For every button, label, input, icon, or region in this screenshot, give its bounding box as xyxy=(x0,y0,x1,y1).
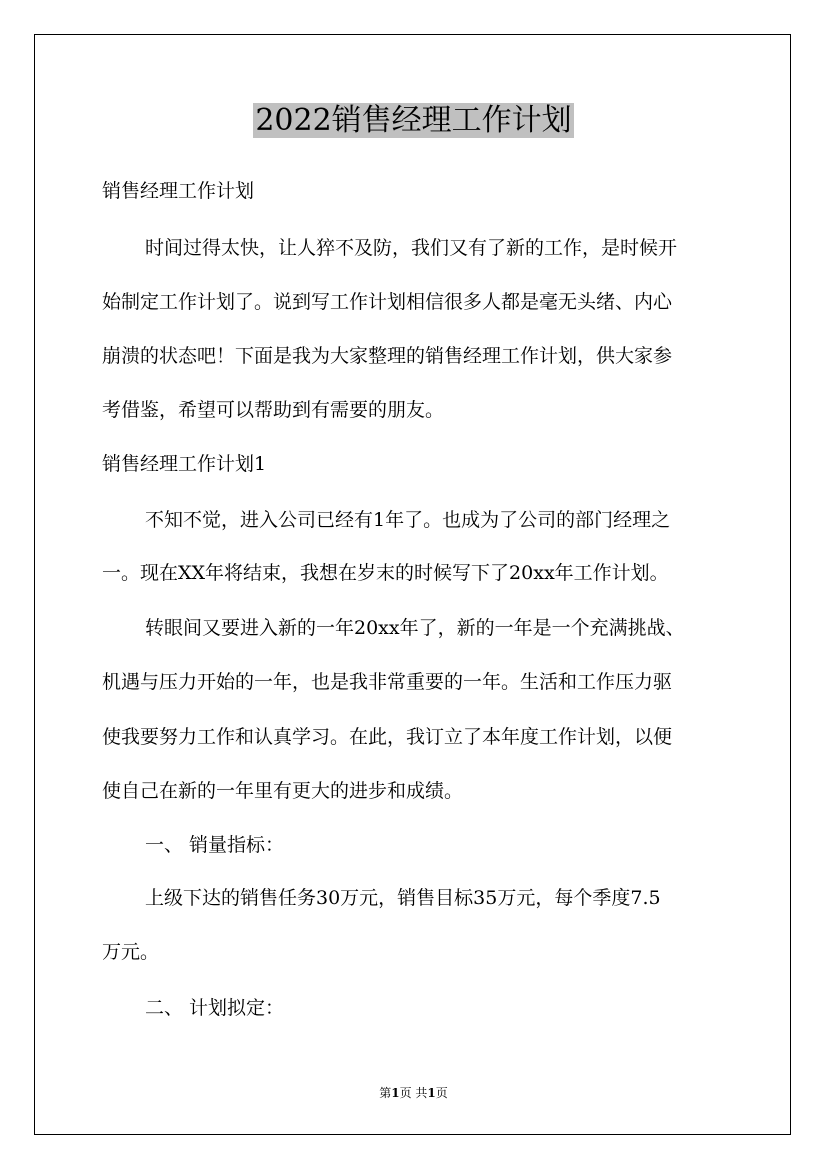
document-title-text: 2022销售经理工作计划 xyxy=(255,103,572,138)
section-heading: 销售经理工作计划 xyxy=(102,180,255,202)
footer-page-mid: 页 共 xyxy=(399,1086,428,1100)
section-heading: 销售经理工作计划1 xyxy=(102,453,267,475)
footer-page-prefix: 第 xyxy=(379,1086,392,1100)
paragraph-line: 时间过得太快，让人猝不及防，我们又有了新的工作，是时候开 xyxy=(145,237,678,259)
footer-page-current: 1 xyxy=(391,1086,400,1100)
paragraph-line: 一。现在XX年将结束，我想在岁末的时候写下了20xx年工作计划。 xyxy=(102,562,669,584)
list-heading: 二、 计划拟定： xyxy=(145,997,285,1019)
footer-page-suffix: 页 xyxy=(435,1086,448,1100)
paragraph-line: 使自己在新的一年里有更大的进步和成绩。 xyxy=(102,780,464,802)
document-title xyxy=(0,98,827,144)
paragraph-line: 不知不觉，进入公司已经有1年了。也成为了公司的部门经理之 xyxy=(145,509,671,531)
paragraph-line: 始制定工作计划了。说到写工作计划相信很多人都是毫无头绪、内心 xyxy=(102,291,673,313)
paragraph-line: 使我要努力工作和认真学习。在此，我订立了本年度工作计划，以便 xyxy=(102,726,673,748)
list-heading: 一、 销量指标： xyxy=(145,834,285,856)
paragraph-line: 机遇与压力开始的一年，也是我非常重要的一年。生活和工作压力驱 xyxy=(102,671,673,693)
paragraph-line: 崩溃的状态吧！下面是我为大家整理的销售经理工作计划，供大家参 xyxy=(102,345,673,367)
paragraph-line: 万元。 xyxy=(102,941,160,963)
page-footer xyxy=(0,1084,827,1102)
footer-page-total: 1 xyxy=(427,1086,436,1100)
paragraph-line: 上级下达的销售任务30万元，销售目标35万元，每个季度7.5 xyxy=(145,887,661,909)
paragraph-line: 考借鉴，希望可以帮助到有需要的朋友。 xyxy=(102,399,445,421)
paragraph-line: 转眼间又要进入新的一年20xx年了，新的一年是一个充满挑战、 xyxy=(145,617,685,639)
